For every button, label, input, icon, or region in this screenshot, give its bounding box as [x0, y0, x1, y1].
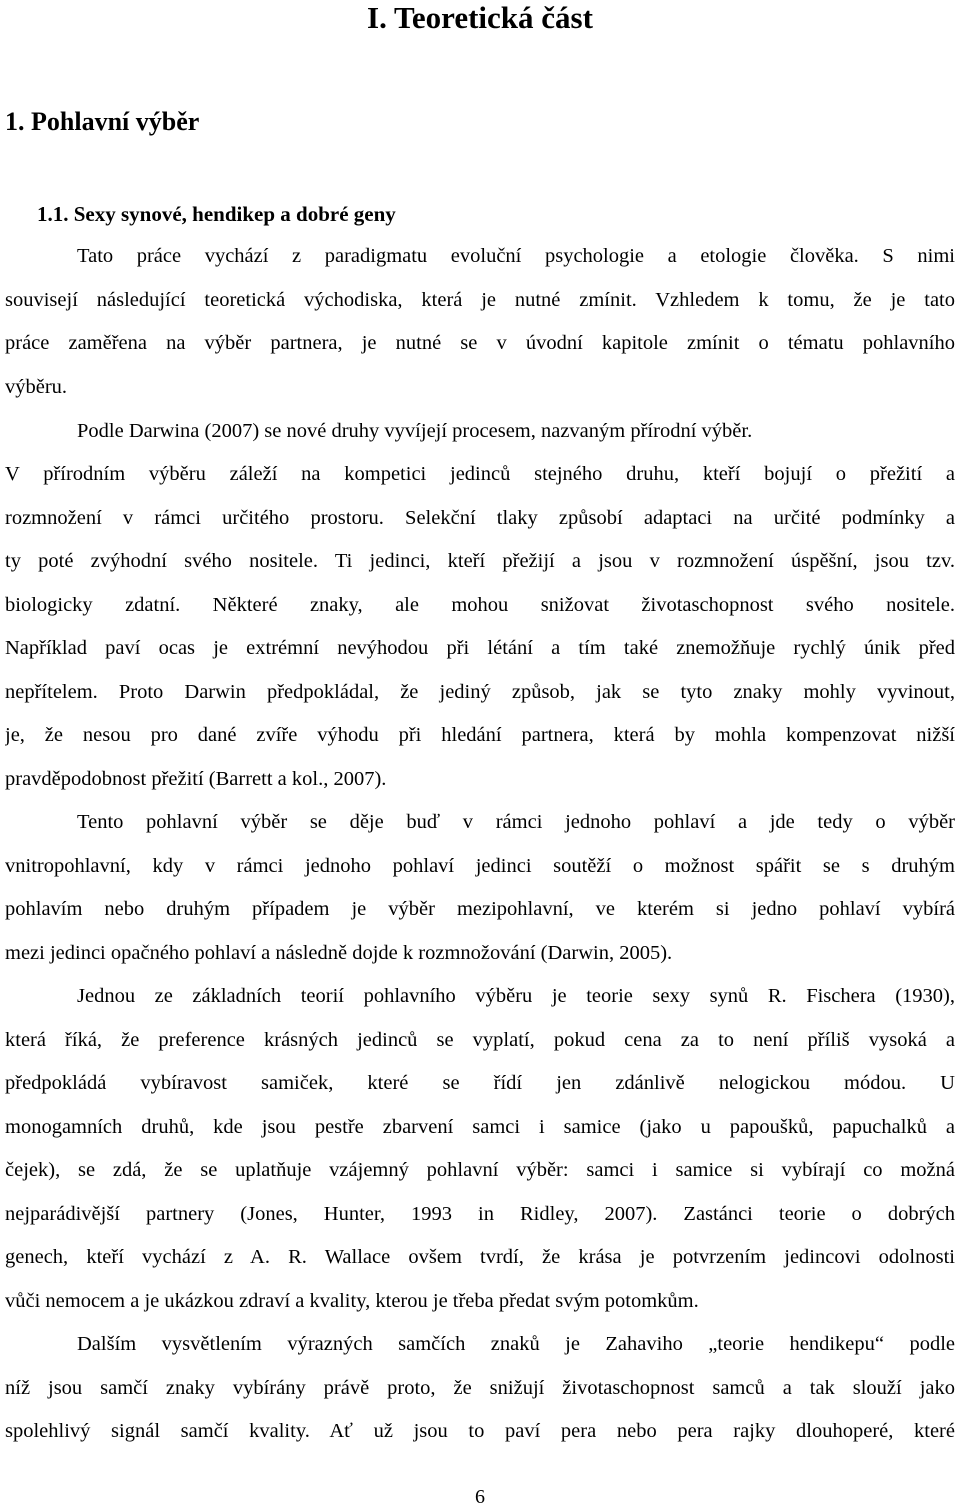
text-line: která říká, že preference krásných jedinců se vyplatí, pokud cena za to není příliš vysoká a: [5, 1029, 955, 1051]
text-line: pravděpodobnost přežití (Barrett a kol., 2007).: [5, 768, 387, 790]
text-line: čejek), se zdá, že se uplatňuje vzájemný pohlavní výběr: samci i samice si vybírají co možná: [5, 1159, 955, 1181]
text-line: nepřítelem. Proto Darwin předpokládal, že jediný způsob, jak se tyto znaky mohly vyvinout,: [5, 681, 955, 703]
text-line: Jednou ze základních teorií pohlavního výběru je teorie sexy synů R. Fischera (1930),: [77, 985, 955, 1007]
text-line: práce zaměřena na výběr partnera, je nutné se v úvodní kapitole zmínit o tématu pohlavního: [5, 332, 955, 354]
text-line: je, že nesou pro dané zvíře výhodu při hledání partnera, která by mohla kompenzovat nižší: [5, 724, 955, 746]
text-line: ty poté zvýhodní svého nositele. Ti jedinci, kteří přežijí a jsou v rozmnožení úspěšní, jsou tzv.: [5, 550, 955, 572]
text-line: vnitropohlavní, kdy v rámci jednoho pohlaví jedinci soutěží o možnost spářit se s druhým: [5, 855, 955, 877]
text-line: mezi jedinci opačného pohlaví a následně dojde k rozmnožování (Darwin, 2005).: [5, 942, 673, 964]
part-heading: I. Teoretická část: [367, 0, 593, 35]
page-number: 6: [475, 1486, 485, 1508]
text-line: předpokládá vybíravost samiček, které se řídí jen zdánlivě nelogickou módou. U: [5, 1072, 955, 1094]
section-heading: 1.1. Sexy synové, hendikep a dobré geny: [37, 202, 396, 226]
text-line: genech, kteří vychází z A. R. Wallace ovšem tvrdí, že krása je potvrzením jedincovi odolnosti: [5, 1246, 955, 1268]
text-line: souvisejí následující teoretická východiska, která je nutné zmínit. Vzhledem k tomu, že je tato: [5, 289, 955, 311]
text-line: rozmnožení v rámci určitého prostoru. Selekční tlaky způsobí adaptaci na určité podmínky a: [5, 507, 955, 529]
text-line: vůči nemocem a je ukázkou zdraví a kvality, kterou je třeba předat svým potomkům.: [5, 1290, 699, 1312]
text-line: spolehlivý signál samčí kvality. Ať už jsou to paví pera nebo pera rajky dlouhoperé, které: [5, 1420, 955, 1442]
text-line: Tato práce vychází z paradigmatu evoluční psychologie a etologie člověka. S nimi: [77, 245, 955, 267]
text-line: Podle Darwina (2007) se nové druhy vyvíjejí procesem, nazvaným přírodní výběr.: [77, 420, 753, 442]
text-line: V přírodním výběru záleží na kompetici jedinců stejného druhu, kteří bojují o přežití a: [5, 463, 955, 485]
text-line: nejparádivější partnery (Jones, Hunter, 1993 in Ridley, 2007). Zastánci teorie o dobrých: [5, 1203, 955, 1225]
text-line: pohlavím nebo druhým případem je výběr mezipohlavní, ve kterém si jedno pohlaví vybírá: [5, 898, 955, 920]
text-line: biologicky zdatní. Některé znaky, ale mohou snižovat životaschopnost svého nositele.: [5, 594, 955, 616]
text-line: Například paví ocas je extrémní nevýhodou při létání a tím také znemožňuje rychlý únik před: [5, 637, 955, 659]
text-line: Dalším vysvětlením výrazných samčích znaků je Zahaviho „teorie hendikepu“ podle: [77, 1333, 955, 1355]
text-line: výběru.: [5, 376, 68, 398]
text-line: níž jsou samčí znaky vybírány právě proto, že snižují životaschopnost samců a tak slouží jako: [5, 1377, 955, 1399]
chapter-heading: 1. Pohlavní výběr: [5, 107, 200, 136]
text-line: Tento pohlavní výběr se děje buď v rámci jednoho pohlaví a jde tedy o výběr: [77, 811, 955, 833]
text-line: monogamních druhů, kde jsou pestře zbarvení samci i samice (jako u papoušků, papuchalků a: [5, 1116, 955, 1138]
